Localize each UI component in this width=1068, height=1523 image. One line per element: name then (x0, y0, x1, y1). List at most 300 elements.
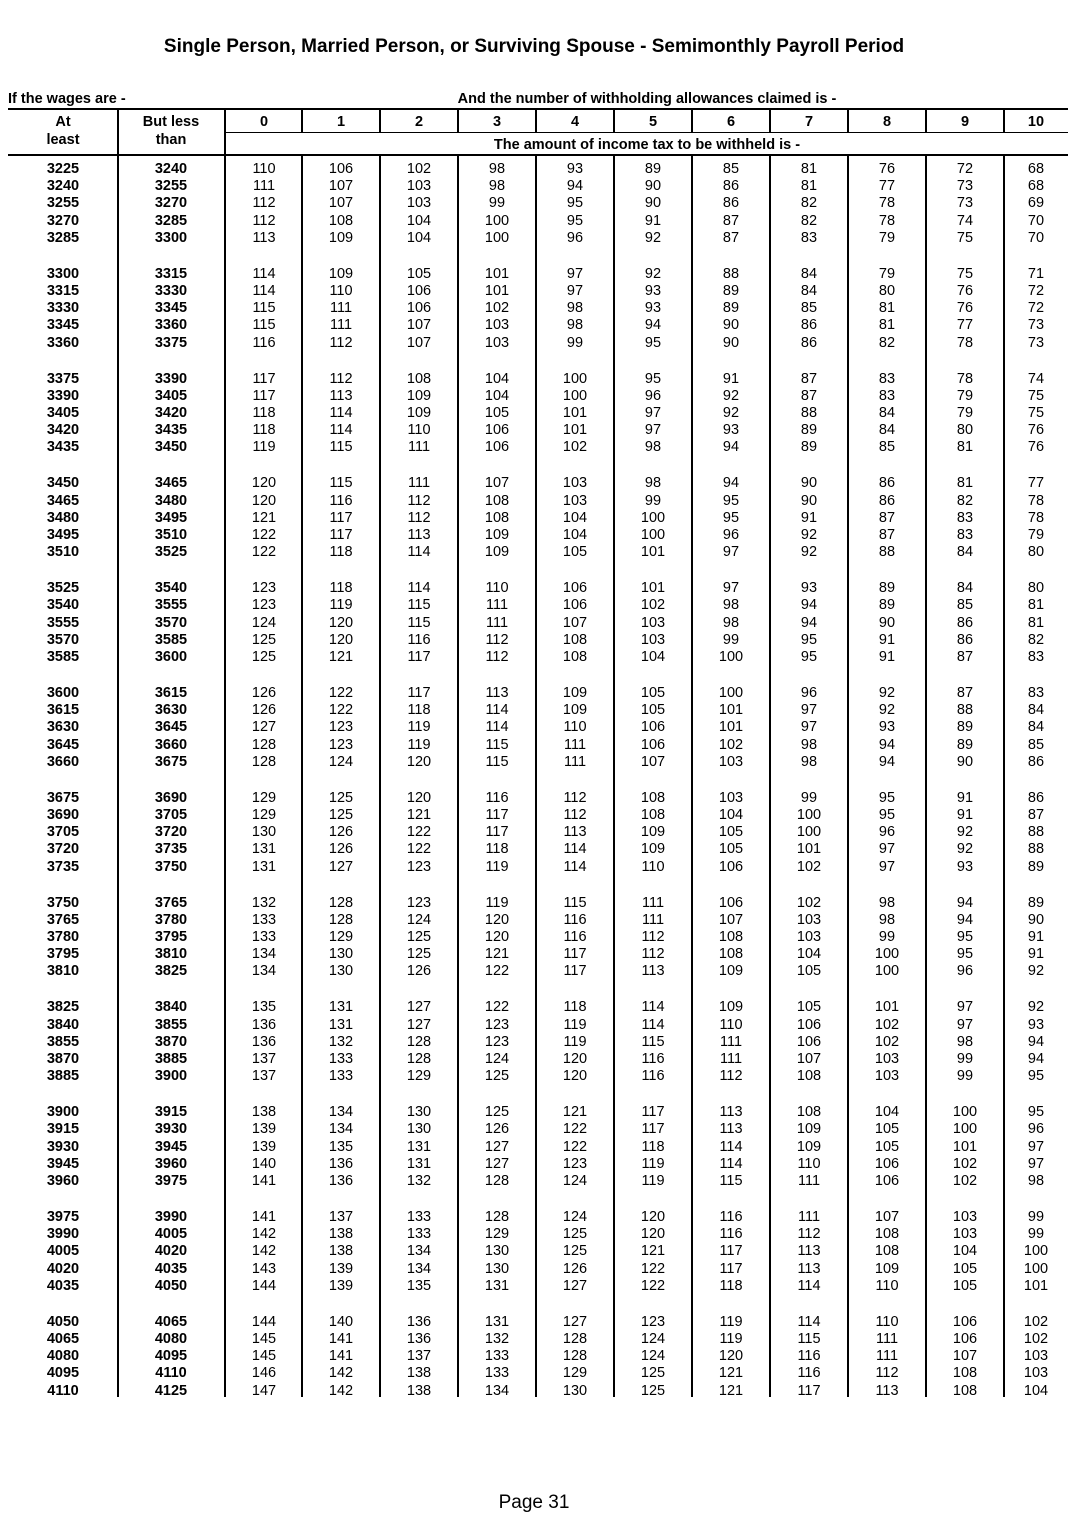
tax-amount-5: 116 (641, 1068, 665, 1085)
tax-amount-8: 111 (875, 1331, 899, 1347)
tax-amount-10: 97 (1027, 1155, 1045, 1172)
tax-amount-10: 103 (1023, 1365, 1049, 1382)
tax-amount-9: 106 (952, 1331, 978, 1347)
tax-amount-2: 127 (406, 1016, 432, 1033)
tax-amount-4: 127 (562, 1277, 588, 1294)
wage-at-least: 3975 (46, 1209, 80, 1225)
tax-amount-4: 108 (562, 631, 588, 648)
tax-amount-6: 113 (719, 1104, 743, 1121)
wage-but-less: 3825 (154, 963, 188, 980)
divider-allowance-head-7 (847, 110, 849, 132)
tax-amount-1: 134 (328, 1104, 354, 1121)
tax-amount-0: 124 (251, 614, 277, 631)
tax-amount-8: 103 (874, 1068, 900, 1085)
tax-amount-5: 117 (641, 1121, 665, 1138)
divider-allowance-head-1 (379, 110, 381, 132)
tax-amount-9: 92 (956, 824, 974, 841)
tax-amount-6: 119 (719, 1313, 743, 1330)
wage-at-least: 3390 (46, 387, 80, 404)
tax-amount-9: 108 (952, 1382, 978, 1399)
tax-amount-9: 78 (956, 370, 974, 387)
tax-amount-9: 90 (956, 753, 974, 770)
tax-amount-1: 112 (329, 334, 353, 351)
tax-amount-8: 100 (874, 946, 900, 963)
tax-amount-5: 101 (640, 580, 666, 597)
tax-amount-0: 139 (251, 1138, 277, 1155)
tax-amount-1: 132 (328, 1033, 354, 1050)
wage-at-least: 3495 (46, 527, 80, 543)
tax-amount-6: 109 (718, 999, 744, 1016)
tax-amount-1: 128 (328, 894, 354, 911)
wage-at-least: 4065 (46, 1331, 80, 1347)
tax-amount-8: 79 (878, 265, 896, 282)
tax-amount-7: 84 (800, 265, 818, 282)
tax-amount-8: 112 (875, 1365, 899, 1382)
wage-at-least: 3840 (46, 1016, 80, 1033)
tax-amount-2: 120 (406, 789, 432, 806)
tax-amount-4: 98 (566, 300, 584, 317)
tax-amount-1: 122 (328, 702, 354, 719)
tax-amount-4: 107 (562, 614, 588, 631)
wage-at-least: 3690 (46, 807, 80, 823)
wage-at-least: 3285 (46, 229, 80, 246)
wage-but-less: 3585 (154, 631, 188, 648)
tax-amount-4: 116 (563, 911, 587, 928)
tax-amount-5: 115 (641, 1033, 665, 1050)
wage-at-least: 3315 (46, 283, 80, 299)
wage-at-least: 3675 (46, 789, 80, 806)
tax-amount-3: 104 (484, 370, 510, 387)
tax-amount-7: 105 (796, 963, 822, 980)
tax-amount-9: 103 (952, 1226, 978, 1243)
tax-amount-2: 129 (406, 1068, 432, 1085)
tax-amount-7: 82 (800, 195, 818, 212)
tax-amount-1: 106 (328, 161, 354, 177)
tax-amount-1: 133 (328, 1051, 354, 1067)
tax-amount-5: 92 (644, 229, 662, 246)
tax-amount-1: 124 (328, 753, 354, 770)
tax-amount-8: 82 (878, 334, 896, 351)
tax-amount-2: 104 (406, 229, 432, 246)
tax-amount-0: 135 (251, 999, 277, 1016)
tax-amount-5: 113 (641, 963, 665, 980)
tax-amount-1: 115 (329, 475, 353, 492)
tax-amount-0: 121 (251, 509, 277, 526)
tax-amount-5: 93 (644, 283, 662, 299)
wage-at-least: 3780 (46, 929, 80, 945)
tax-amount-3: 110 (485, 580, 509, 597)
tax-amount-6: 97 (722, 544, 740, 561)
tax-amount-3: 124 (484, 1051, 510, 1067)
tax-amount-1: 118 (329, 580, 353, 597)
tax-amount-3: 127 (484, 1138, 510, 1155)
tax-amount-6: 102 (718, 736, 744, 753)
tax-amount-10: 83 (1027, 649, 1045, 665)
tax-amount-5: 114 (641, 999, 665, 1016)
tax-amount-10: 75 (1027, 405, 1045, 421)
wage-but-less: 3345 (154, 300, 188, 317)
tax-amount-5: 100 (640, 527, 666, 543)
wage-but-less: 3495 (154, 509, 188, 526)
tax-amount-5: 125 (640, 1382, 666, 1399)
wage-at-least: 3630 (46, 719, 80, 736)
tax-amount-8: 102 (874, 1016, 900, 1033)
tax-amount-9: 106 (952, 1313, 978, 1330)
tax-amount-7: 94 (800, 614, 818, 631)
tax-amount-6: 99 (722, 631, 740, 648)
tax-amount-9: 100 (952, 1104, 978, 1121)
tax-amount-3: 100 (484, 229, 510, 246)
tax-amount-7: 103 (796, 929, 822, 945)
wage-at-least: 3570 (46, 631, 80, 648)
wage-but-less: 3795 (154, 929, 188, 945)
tax-amount-5: 109 (640, 841, 666, 858)
tax-amount-10: 75 (1027, 387, 1045, 404)
at-least-header (8, 114, 118, 148)
tax-amount-5: 94 (644, 317, 662, 334)
amount-label: The amount of income tax to be withheld is - (493, 137, 801, 153)
tax-amount-10: 100 (1023, 1260, 1049, 1277)
tax-amount-3: 98 (488, 178, 506, 195)
wage-at-least: 3960 (46, 1173, 80, 1189)
tax-amount-3: 106 (484, 422, 510, 439)
tax-amount-7: 99 (800, 789, 818, 806)
tax-amount-0: 144 (251, 1313, 277, 1330)
wage-at-least: 3855 (46, 1033, 80, 1050)
tax-amount-1: 137 (328, 1209, 354, 1225)
tax-amount-9: 87 (956, 685, 974, 701)
tax-amount-0: 119 (252, 439, 276, 456)
tax-amount-10: 81 (1027, 614, 1045, 631)
tax-amount-3: 128 (484, 1173, 510, 1189)
tax-amount-3: 115 (485, 753, 509, 770)
wage-at-least: 3945 (46, 1155, 80, 1172)
wage-but-less: 3645 (154, 719, 188, 736)
tax-amount-5: 93 (644, 300, 662, 317)
at-least-header-line2: least (46, 132, 80, 148)
tax-amount-4: 122 (562, 1138, 588, 1155)
tax-amount-2: 104 (406, 212, 432, 229)
tax-amount-4: 103 (562, 492, 588, 509)
tax-amount-7: 117 (797, 1382, 821, 1399)
tax-amount-8: 94 (878, 736, 896, 753)
tax-amount-5: 105 (640, 685, 666, 701)
wage-at-least: 3405 (46, 405, 80, 421)
tax-amount-5: 90 (644, 195, 662, 212)
tax-amount-4: 127 (562, 1313, 588, 1330)
wage-but-less: 3450 (154, 439, 188, 456)
tax-amount-7: 90 (800, 475, 818, 492)
tax-amount-4: 121 (562, 1104, 588, 1121)
tax-amount-2: 128 (406, 1033, 432, 1050)
tax-amount-10: 73 (1027, 334, 1045, 351)
tax-amount-9: 94 (956, 894, 974, 911)
tax-amount-8: 90 (878, 614, 896, 631)
tax-amount-9: 79 (956, 387, 974, 404)
allowance-header-4: 4 (570, 114, 580, 130)
tax-amount-6: 101 (718, 719, 744, 736)
tax-amount-1: 111 (329, 300, 353, 317)
tax-amount-9: 100 (952, 1121, 978, 1138)
tax-amount-4: 94 (566, 178, 584, 195)
tax-amount-8: 108 (874, 1226, 900, 1243)
wage-but-less: 3255 (154, 178, 188, 195)
wage-at-least: 3990 (46, 1226, 80, 1243)
tax-amount-9: 98 (956, 1033, 974, 1050)
tax-amount-6: 95 (722, 509, 740, 526)
tax-amount-0: 114 (252, 265, 276, 282)
tax-amount-3: 121 (484, 946, 510, 963)
tax-amount-6: 108 (718, 929, 744, 945)
tax-amount-2: 122 (406, 841, 432, 858)
tax-amount-9: 89 (956, 736, 974, 753)
tax-amount-8: 77 (878, 178, 896, 195)
tax-amount-1: 134 (328, 1121, 354, 1138)
tax-amount-2: 103 (406, 178, 432, 195)
tax-amount-0: 122 (251, 544, 277, 561)
tax-amount-0: 128 (251, 753, 277, 770)
tax-amount-4: 93 (566, 161, 584, 177)
tax-amount-2: 111 (407, 439, 431, 456)
tax-amount-4: 128 (562, 1331, 588, 1347)
tax-amount-2: 130 (406, 1121, 432, 1138)
tax-amount-1: 140 (328, 1313, 354, 1330)
tax-amount-9: 95 (956, 929, 974, 945)
allowance-header-10: 10 (1027, 114, 1045, 130)
tax-amount-7: 95 (800, 631, 818, 648)
tax-amount-6: 114 (719, 1155, 743, 1172)
tax-amount-10: 74 (1027, 370, 1045, 387)
tax-amount-7: 86 (800, 334, 818, 351)
tax-amount-10: 89 (1027, 894, 1045, 911)
tax-amount-4: 109 (562, 685, 588, 701)
divider-allowance-head-3 (535, 110, 537, 132)
divider-allowance-head-4 (613, 110, 615, 132)
tax-amount-4: 120 (562, 1051, 588, 1067)
tax-amount-2: 137 (406, 1348, 432, 1365)
tax-amount-1: 125 (328, 789, 354, 806)
tax-amount-6: 110 (719, 1016, 743, 1033)
wage-at-least: 3555 (46, 614, 80, 631)
tax-amount-5: 114 (641, 1016, 665, 1033)
tax-amount-0: 120 (251, 475, 277, 492)
tax-amount-6: 86 (722, 195, 740, 212)
tax-amount-10: 78 (1027, 492, 1045, 509)
tax-amount-8: 97 (878, 858, 896, 875)
tax-amount-2: 117 (407, 649, 431, 665)
tax-amount-6: 119 (719, 1331, 743, 1347)
tax-amount-0: 127 (251, 719, 277, 736)
tax-amount-6: 89 (722, 300, 740, 317)
wage-but-less: 3915 (154, 1104, 188, 1121)
tax-amount-3: 108 (484, 509, 510, 526)
wage-at-least: 3795 (46, 946, 80, 963)
tax-amount-9: 80 (956, 422, 974, 439)
tax-amount-2: 107 (406, 334, 432, 351)
wage-at-least: 3720 (46, 841, 80, 858)
tax-amount-1: 136 (328, 1173, 354, 1189)
tax-amount-0: 123 (251, 580, 277, 597)
tax-amount-2: 138 (406, 1382, 432, 1399)
tax-amount-1: 141 (328, 1331, 354, 1347)
divider-allowance-head-8 (925, 110, 927, 132)
tax-amount-4: 111 (563, 736, 587, 753)
tax-amount-3: 131 (484, 1277, 510, 1294)
wage-at-least: 3870 (46, 1051, 80, 1067)
tax-amount-6: 90 (722, 334, 740, 351)
tax-amount-8: 101 (874, 999, 900, 1016)
tax-amount-4: 123 (562, 1155, 588, 1172)
tax-amount-10: 99 (1027, 1209, 1045, 1225)
tax-amount-3: 114 (485, 719, 509, 736)
tax-amount-8: 92 (878, 702, 896, 719)
tax-amount-5: 125 (640, 1365, 666, 1382)
tax-amount-2: 118 (407, 702, 431, 719)
tax-amount-4: 101 (562, 405, 588, 421)
wage-at-least: 3705 (46, 824, 80, 841)
tax-amount-0: 143 (251, 1260, 277, 1277)
wage-but-less: 3690 (154, 789, 188, 806)
wage-but-less: 4080 (154, 1331, 188, 1347)
tax-amount-9: 102 (952, 1173, 978, 1189)
tax-amount-2: 112 (407, 509, 431, 526)
tax-amount-7: 112 (797, 1226, 821, 1243)
tax-amount-3: 111 (485, 614, 509, 631)
tax-amount-9: 99 (956, 1068, 974, 1085)
tax-amount-3: 102 (484, 300, 510, 317)
tax-amount-0: 142 (251, 1226, 277, 1243)
tax-amount-4: 120 (562, 1068, 588, 1085)
tax-amount-10: 92 (1027, 999, 1045, 1016)
tax-amount-7: 114 (797, 1277, 821, 1294)
tax-amount-9: 95 (956, 946, 974, 963)
tax-amount-7: 89 (800, 439, 818, 456)
tax-amount-0: 138 (251, 1104, 277, 1121)
tax-amount-7: 86 (800, 317, 818, 334)
tax-amount-6: 100 (718, 649, 744, 665)
tax-amount-2: 123 (406, 858, 432, 875)
tax-amount-5: 111 (641, 911, 665, 928)
tax-amount-1: 116 (329, 492, 353, 509)
tax-amount-9: 97 (956, 1016, 974, 1033)
tax-amount-5: 99 (644, 492, 662, 509)
wage-at-least: 3240 (46, 178, 80, 195)
tax-amount-10: 78 (1027, 509, 1045, 526)
tax-amount-1: 139 (328, 1260, 354, 1277)
tax-amount-8: 87 (878, 509, 896, 526)
divider-allowance-head-5 (691, 110, 693, 132)
tax-amount-8: 108 (874, 1243, 900, 1260)
tax-amount-6: 103 (718, 753, 744, 770)
tax-amount-0: 137 (251, 1051, 277, 1067)
tax-amount-0: 147 (251, 1382, 277, 1399)
wage-at-least: 3885 (46, 1068, 80, 1085)
tax-amount-10: 95 (1027, 1104, 1045, 1121)
tax-amount-9: 85 (956, 597, 974, 614)
tax-amount-5: 108 (640, 807, 666, 823)
wage-at-least: 4110 (47, 1382, 79, 1399)
tax-amount-5: 120 (640, 1209, 666, 1225)
wage-but-less: 3435 (154, 422, 188, 439)
tax-amount-4: 103 (562, 475, 588, 492)
wage-at-least: 3330 (46, 300, 80, 317)
tax-amount-8: 95 (878, 789, 896, 806)
tax-amount-0: 123 (251, 597, 277, 614)
tax-amount-8: 85 (878, 439, 896, 456)
tax-amount-7: 87 (800, 370, 818, 387)
tax-amount-3: 98 (488, 161, 506, 177)
tax-amount-5: 117 (641, 1104, 665, 1121)
tax-amount-0: 132 (251, 894, 277, 911)
tax-amount-0: 116 (252, 334, 276, 351)
tax-amount-0: 142 (251, 1243, 277, 1260)
tax-amount-10: 102 (1023, 1313, 1049, 1330)
tax-amount-4: 106 (562, 580, 588, 597)
wage-at-least: 3750 (46, 894, 80, 911)
tax-amount-6: 100 (718, 685, 744, 701)
tax-amount-9: 73 (956, 195, 974, 212)
tax-amount-7: 87 (800, 387, 818, 404)
tax-amount-1: 115 (329, 439, 353, 456)
tax-amount-10: 91 (1027, 929, 1045, 945)
tax-amount-3: 104 (484, 387, 510, 404)
tax-amount-5: 97 (644, 405, 662, 421)
wage-at-least: 4035 (46, 1277, 80, 1294)
tax-amount-5: 119 (641, 1173, 665, 1189)
allowance-header-8: 8 (882, 114, 892, 130)
tax-amount-4: 104 (562, 527, 588, 543)
tax-amount-8: 83 (878, 387, 896, 404)
tax-amount-2: 115 (407, 597, 431, 614)
tax-amount-10: 98 (1027, 1173, 1045, 1189)
tax-amount-10: 101 (1023, 1277, 1049, 1294)
tax-amount-2: 136 (406, 1313, 432, 1330)
tax-amount-8: 106 (874, 1173, 900, 1189)
wage-but-less: 3975 (154, 1173, 188, 1189)
tax-amount-1: 142 (328, 1382, 354, 1399)
wage-at-least: 3930 (46, 1138, 80, 1155)
tax-amount-3: 103 (484, 317, 510, 334)
wage-at-least: 3420 (46, 422, 80, 439)
tax-amount-1: 108 (328, 212, 354, 229)
tax-amount-5: 116 (641, 1051, 665, 1067)
tax-amount-6: 116 (719, 1226, 743, 1243)
tax-amount-6: 111 (719, 1051, 743, 1067)
tax-amount-10: 83 (1027, 685, 1045, 701)
tax-amount-4: 124 (562, 1209, 588, 1225)
tax-amount-7: 110 (797, 1155, 821, 1172)
tax-amount-9: 102 (952, 1155, 978, 1172)
tax-amount-8: 78 (878, 212, 896, 229)
tax-amount-6: 105 (718, 841, 744, 858)
tax-amount-2: 119 (407, 736, 431, 753)
tax-amount-5: 101 (640, 544, 666, 561)
tax-amount-1: 120 (328, 614, 354, 631)
wage-at-least: 3900 (46, 1104, 80, 1121)
tax-amount-9: 84 (956, 580, 974, 597)
tax-amount-7: 116 (797, 1365, 821, 1382)
tax-amount-3: 101 (484, 283, 510, 299)
tax-amount-9: 75 (956, 229, 974, 246)
tax-amount-8: 103 (874, 1051, 900, 1067)
tax-amount-7: 107 (796, 1051, 822, 1067)
tax-amount-1: 126 (328, 841, 354, 858)
wage-at-least: 3345 (46, 317, 80, 334)
tax-amount-0: 136 (251, 1033, 277, 1050)
tax-amount-10: 84 (1027, 702, 1045, 719)
tax-amount-4: 125 (562, 1243, 588, 1260)
tax-amount-7: 108 (796, 1068, 822, 1085)
